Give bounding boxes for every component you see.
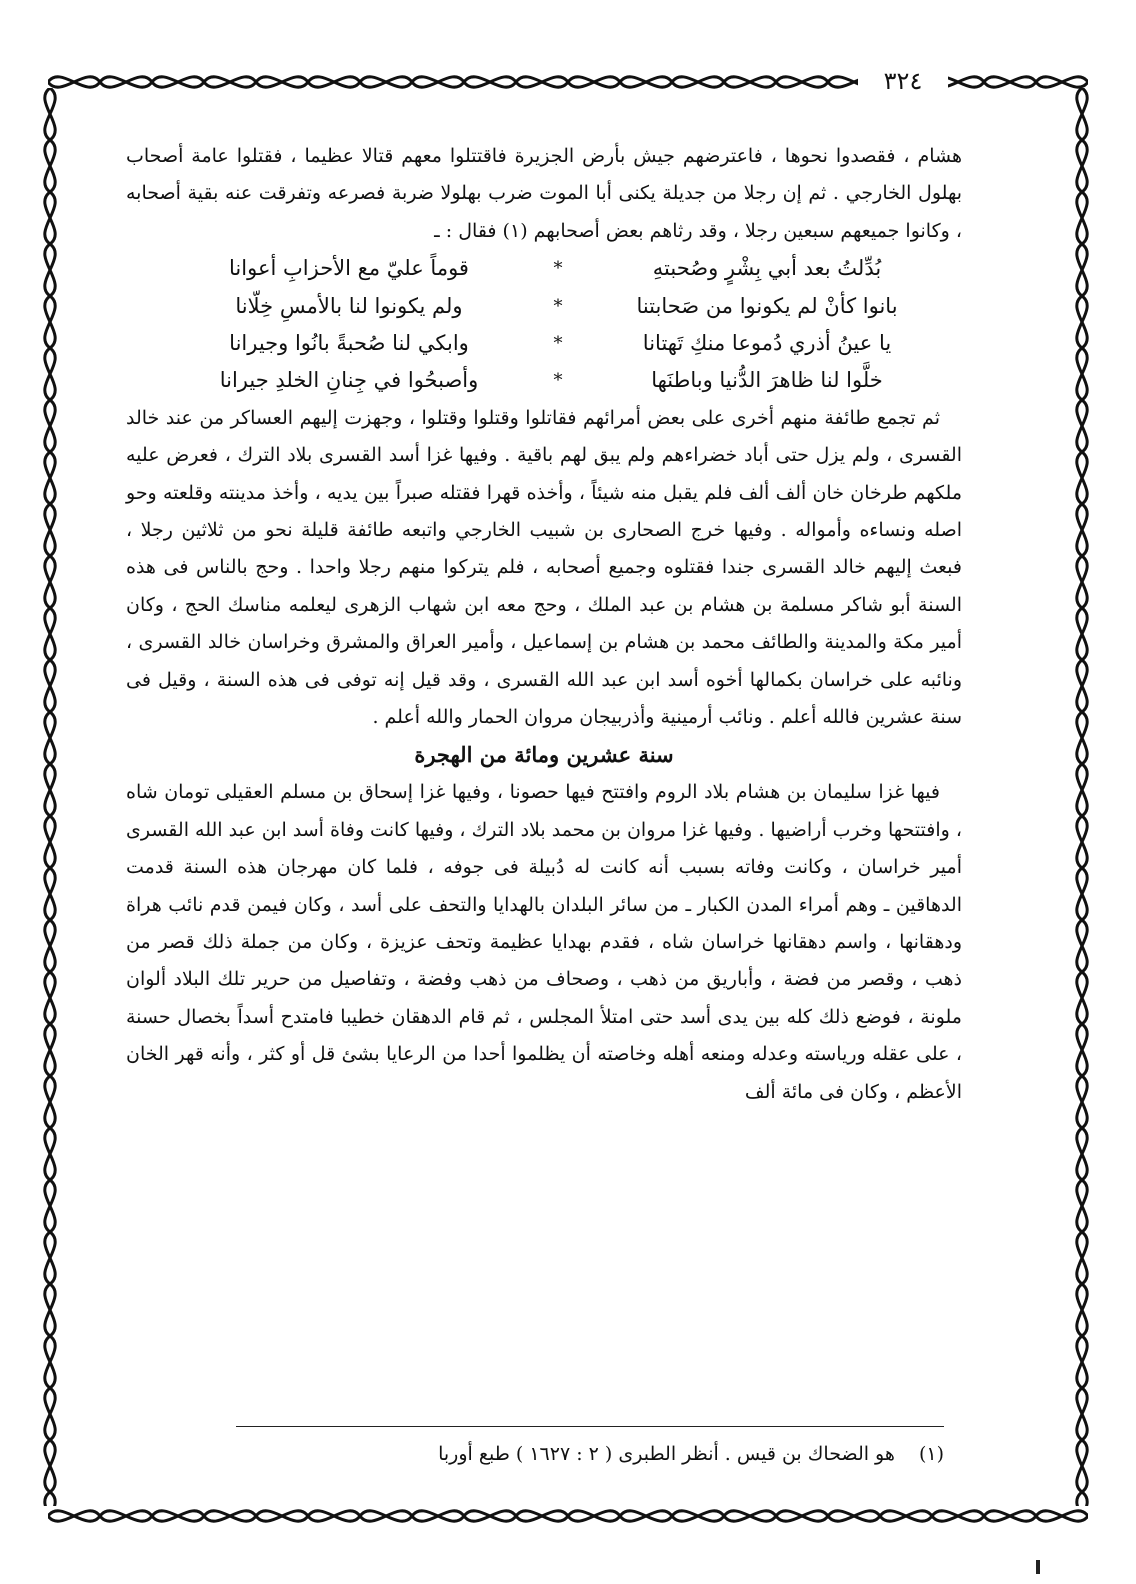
paragraph-2: ثم تجمع طائفة منهم أخرى على بعض أمرائهم فقاتلوا وقتلوا وقتلوا ، وجهزت إليهم العساكر من عند خالد القسرى ، ولم يزل حتى أباد خضراءهم ولم يبق لهم باقية . وفيها غزا أسد القسرى بلاد الترك ، فعرض عليه ملكهم طرخان خان ألف ألف فلم يقبل منه شيئاً ، وأخذه قهرا فقتله صبراً بين يديه ، وأخذ مدينته وقلعته وحو اصله ونساءه وأمواله . وفيها خرج الصحارى بن شبيب الخارجي واتبعه طائفة قليلة نحو من ثلاثين رجلا ، فبعث إليهم خالد القسرى جندا فقتلوه وجميع أصحابه ، فلم يتركوا منهم رجلا واحدا . وحج بالناس فى هذه السنة أبو شاكر مسلمة بن هشام بن عبد الملك ، وحج معه ابن شهاب الزهرى ليعلمه مناسك الحج ، وكان أمير مكة والمدينة والطائف محمد بن هشام بن إسماعيل ، وأمير العراق والمشرق وخراسان خالد القسرى ، ونائبه على خراسان بكمالها أخوه أسد ابن عبد الله القسرى ، وقد قيل إنه توفى فى هذه السنة ، وقيل فى سنة عشرين فالله أعلم . ونائب أرمينية وأذربيجان مروان الحمار والله أعلم . bbox=[126, 406, 962, 729]
verse-second-hemistich: وابكي لنا صُحبةً بانُوا وجيرانا bbox=[229, 331, 469, 355]
verse-second-hemistich: ولم يكونوا لنا بالأمسِ خِلّانا bbox=[235, 293, 463, 318]
verse-line bbox=[160, 362, 956, 399]
poem bbox=[160, 250, 956, 400]
verse-line bbox=[160, 325, 956, 362]
verse-second-hemistich: قوماً عليّ مع الأحزابِ أعوانا bbox=[229, 256, 469, 281]
section-heading: سنة عشرين ومائة من الهجرة bbox=[414, 742, 674, 768]
left-border-ornament bbox=[30, 88, 70, 1506]
verse-separator: * bbox=[553, 370, 563, 392]
margin-mark bbox=[1036, 1560, 1040, 1574]
bottom-border-ornament bbox=[48, 1496, 1088, 1536]
verse-first-hemistich: بُدِّلتُ بعد أبي بِشْرٍ وصُحبتهِ bbox=[652, 256, 882, 281]
verse-first-hemistich: يا عينُ أذري دُموعا منكِ تَهتانا bbox=[642, 331, 892, 355]
verse-line bbox=[160, 288, 956, 325]
verse-separator: * bbox=[553, 333, 563, 354]
footnote-text: هو الضحاك بن قيس . أنظر الطبرى ( ٢ : ١٦٢٧ ) طبع أوربا bbox=[438, 1443, 895, 1465]
footnote bbox=[236, 1434, 944, 1474]
footnote-divider bbox=[236, 1426, 944, 1427]
verse-separator: * bbox=[553, 295, 563, 317]
footnote-number: (١) bbox=[918, 1443, 944, 1465]
verse-line bbox=[160, 250, 956, 287]
page-number: ٣٢٤ bbox=[858, 64, 948, 98]
paragraph-3: فيها غزا سليمان بن هشام بلاد الروم وافتتح فيها حصونا ، وفيها غزا إسحاق بن مسلم العقيلى تومان شاه ، وافتتحها وخرب أراضيها . وفيها غزا مروان بن محمد بلاد الترك ، وفيها كانت وفاة أسد ابن عبد الله القسرى أمير خراسان ، وكانت وفاته بسبب أنه كانت له دُبيلة فى جوفه ، فلما كان مهرجان هذه السنة قدمت الدهاقين ـ وهم أمراء المدن الكبار ـ من سائر البلدان بالهدايا والتحف على أسد ، وكان فيمن قدم نائب هراة ودهقانها ، واسم دهقانها خراسان شاه ، فقدم بهدايا عظيمة وتحف عزيزة ، وكان من جملة ذلك قصر من ذهب ، وقصر من فضة ، وأباريق من ذهب ، وصحاف من ذهب وفضة ، وتفاصيل من حرير تلك البلاد ألوان ملونة ، فوضع ذلك كله بين يدى أسد حتى امتلأ المجلس ، ثم قام الدهقان خطيبا فامتدح أسداً بخصال حسنة ، على عقله ورياسته وعدله ومنعه أهله وخاصته أن يظلموا أحدا من الرعايا بشئ قل أو كثر ، وأنه قهر الخان الأعظم ، وكان فى مائة ألف bbox=[126, 781, 962, 1103]
verse-separator: * bbox=[553, 258, 563, 280]
verse-first-hemistich: بانوا كأنْ لم يكونوا من صَحابتنا bbox=[636, 293, 898, 318]
paragraph-1: هشام ، فقصدوا نحوها ، فاعترضهم جيش بأرض الجزيرة فاقتتلوا معهم قتالا عظيما ، فقتلوا عامة أصحاب بهلول الخارجي . ثم إن رجلا من جديلة يكنى أبا الموت ضرب بهلولا ضربة فصرعه وتفرقت عنه بقية أصحابه ، وكانوا جميعهم سبعين رجلا ، وقد رثاهم بعض أصحابهم (١) فقال : ـ bbox=[126, 145, 962, 242]
verse-first-hemistich: خلَّوا لنا ظاهرَ الدُّنيا وباطنَها bbox=[651, 368, 883, 393]
page-body bbox=[126, 138, 962, 1422]
verse-second-hemistich: وأصبحُوا في جِنانِ الخلدِ جيرانا bbox=[219, 368, 479, 393]
right-border-ornament bbox=[1062, 88, 1102, 1506]
